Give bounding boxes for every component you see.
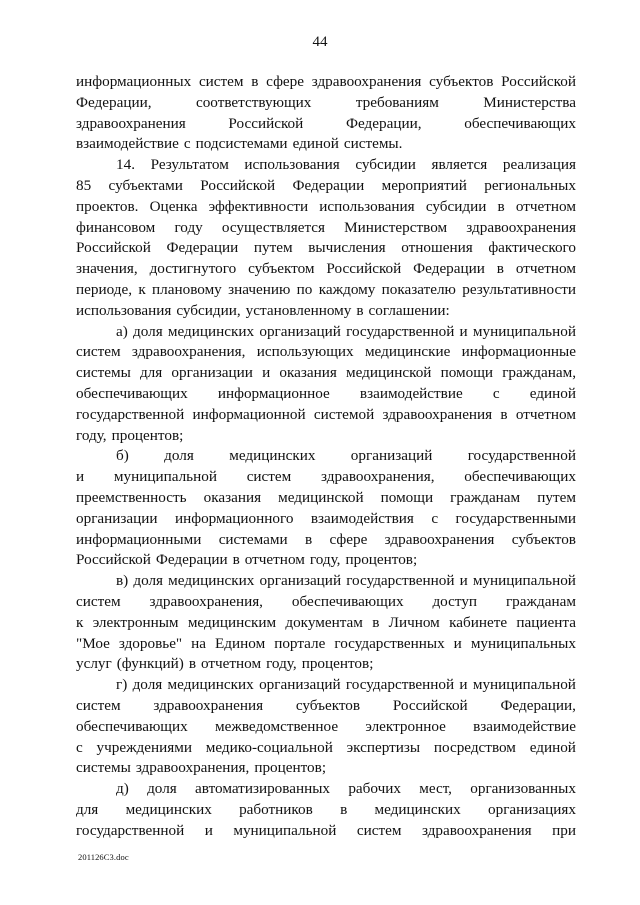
text-line xyxy=(76,634,576,655)
word: государственной xyxy=(76,821,185,839)
word: здравоохранения, xyxy=(135,759,250,777)
word: системами xyxy=(218,530,288,548)
text-line xyxy=(76,342,576,363)
word: гражданам xyxy=(450,488,521,506)
word: с xyxy=(76,738,83,756)
word: отчетном xyxy=(244,551,305,569)
word: здравоохранения, xyxy=(131,343,246,361)
word: достигнутого xyxy=(149,260,237,278)
text-line xyxy=(76,613,576,634)
word: здоровье" xyxy=(118,634,183,652)
word: преемственность xyxy=(76,488,187,506)
text-line xyxy=(76,654,576,675)
word: обеспечивающих xyxy=(464,468,576,486)
word: государственными xyxy=(455,509,576,527)
word: межведомственное xyxy=(214,717,339,735)
text-line xyxy=(76,197,576,218)
word: государственной xyxy=(467,447,576,465)
word: организации xyxy=(171,364,253,382)
word: использования xyxy=(76,301,172,319)
word: услуг xyxy=(76,655,112,673)
word: использующих xyxy=(256,343,354,361)
word: д) xyxy=(116,780,129,798)
word: в xyxy=(251,73,259,90)
text-line xyxy=(76,821,576,842)
text-line xyxy=(76,717,576,738)
word: в xyxy=(497,197,505,215)
word: в xyxy=(305,530,313,548)
word: эффективности xyxy=(208,197,309,215)
word: субъектов xyxy=(429,73,494,90)
text-line xyxy=(76,800,576,821)
word: доля xyxy=(133,322,163,340)
word: соглашении: xyxy=(368,301,450,319)
word: портале xyxy=(274,634,326,652)
word: отчетном xyxy=(515,260,576,278)
word: здравоохранения xyxy=(384,530,495,548)
word: процентов; xyxy=(345,551,418,569)
document-footer: 201126С3.doc xyxy=(78,852,129,862)
word: единой xyxy=(529,384,576,402)
word: региональных xyxy=(484,176,576,194)
word: путем xyxy=(253,239,293,257)
word: работников xyxy=(239,800,313,818)
text-line xyxy=(76,446,576,467)
word: организаций xyxy=(259,676,341,694)
word: организациях xyxy=(488,800,576,818)
word: мероприятий xyxy=(381,176,467,194)
word: обеспечивающих xyxy=(291,592,404,610)
word: и xyxy=(76,468,85,486)
word: государственных xyxy=(334,634,445,652)
text-line xyxy=(76,488,576,509)
word: информационного xyxy=(174,509,294,527)
text-line xyxy=(76,322,576,343)
word: систем xyxy=(76,343,121,361)
word: организаций xyxy=(350,447,433,465)
word: году xyxy=(174,218,203,236)
word: систем xyxy=(246,468,292,486)
word: вычисления xyxy=(308,239,386,257)
word: организации xyxy=(76,509,158,527)
word: муниципальной xyxy=(472,322,576,340)
word: информационными xyxy=(76,530,202,548)
word: медицинские xyxy=(364,343,451,361)
word: б) xyxy=(116,447,129,465)
word: помощи xyxy=(380,488,434,506)
word: медицинских xyxy=(167,322,255,340)
word: результативности xyxy=(462,280,576,298)
word: электронным xyxy=(92,613,179,631)
word: субсидии xyxy=(355,156,416,174)
word: является xyxy=(431,156,488,174)
word: Федерации xyxy=(155,551,228,569)
word: доступ xyxy=(432,592,478,610)
word: учреждениями xyxy=(96,738,193,756)
word: Российской xyxy=(76,239,151,257)
word: здравоохранения, xyxy=(149,592,263,610)
word: здравоохранения xyxy=(466,218,576,236)
word: г) xyxy=(116,676,128,694)
word: оказания xyxy=(279,364,337,382)
word: использования xyxy=(319,197,415,215)
word: помощи xyxy=(440,364,494,382)
word: муниципальной xyxy=(113,468,217,486)
word: и xyxy=(459,676,468,694)
word: установленному xyxy=(245,301,352,319)
word: взаимодействия xyxy=(310,509,414,527)
word: медицинских xyxy=(374,800,461,818)
word: сфере xyxy=(266,73,304,90)
word: государственной xyxy=(346,322,455,340)
word: муниципальной xyxy=(472,572,576,590)
word: в xyxy=(372,613,380,631)
word: Федерации xyxy=(413,260,485,278)
word: в xyxy=(496,260,504,278)
word: а) xyxy=(116,322,128,340)
word: обеспечивающих xyxy=(76,717,188,735)
word: субъектом xyxy=(248,260,315,278)
word: субъектов xyxy=(295,696,361,714)
word: здравоохранения, xyxy=(321,468,435,486)
word: Федерации xyxy=(292,176,365,194)
word: Федерации xyxy=(166,239,239,257)
word: году, xyxy=(76,426,107,444)
word: посредством xyxy=(433,738,516,756)
word: году, xyxy=(309,551,341,569)
word: и xyxy=(262,364,271,382)
word: в xyxy=(232,551,240,569)
word: документам xyxy=(285,613,363,631)
word: Российской xyxy=(76,551,151,569)
word: Едином xyxy=(215,634,266,652)
word: к xyxy=(76,613,84,631)
text-line xyxy=(76,738,576,759)
word: "Мое xyxy=(76,634,110,652)
word: рабочих xyxy=(348,780,401,798)
word: значения, xyxy=(76,260,138,278)
word: единой xyxy=(529,738,576,756)
word: доля xyxy=(133,572,164,590)
word: медицинских xyxy=(125,800,212,818)
word: использования xyxy=(244,156,340,174)
word: медицинским xyxy=(187,613,277,631)
text-line xyxy=(76,592,576,613)
word: к xyxy=(138,280,146,298)
word: информационные xyxy=(461,343,576,361)
word: значению xyxy=(228,280,291,298)
word: медицинской xyxy=(278,488,364,506)
word: показателю xyxy=(381,280,456,298)
text-line xyxy=(76,218,576,239)
word: системы. xyxy=(343,135,403,153)
word: процентов; xyxy=(111,426,184,444)
word: 14. xyxy=(116,156,135,174)
word: медицинских xyxy=(168,572,255,590)
text-line xyxy=(76,426,576,447)
word: автоматизированных xyxy=(195,780,331,798)
word: муниципальной xyxy=(472,676,576,694)
word: организованных xyxy=(470,780,576,798)
word: каждому xyxy=(318,280,376,298)
word: организаций xyxy=(259,322,341,340)
word: по xyxy=(296,280,313,298)
text-line xyxy=(76,155,576,176)
word: обеспечивающих xyxy=(76,384,188,402)
word: процентов; xyxy=(254,759,327,777)
word: в xyxy=(188,655,196,673)
word: системы xyxy=(76,364,131,382)
word: (функций) xyxy=(116,655,184,673)
word: Российской xyxy=(501,73,576,90)
text-line xyxy=(76,509,576,530)
word: взаимодействие xyxy=(473,717,576,735)
text-line xyxy=(76,363,576,384)
word: для xyxy=(76,800,99,818)
word: системой xyxy=(313,405,375,423)
word: 85 xyxy=(76,176,92,194)
word: Российской xyxy=(228,114,304,132)
text-line xyxy=(76,467,576,488)
word: Результатом xyxy=(150,156,229,174)
word: Министерства xyxy=(483,93,576,111)
word: медицинских xyxy=(229,447,316,465)
word: информационной xyxy=(192,405,306,423)
word: гражданам, xyxy=(502,364,576,382)
word: обеспечивающих xyxy=(464,114,576,132)
word: единой xyxy=(292,135,339,153)
word: в xyxy=(340,800,348,818)
word: и xyxy=(459,322,468,340)
word: экспертизы xyxy=(346,738,421,756)
word: путем xyxy=(537,488,576,506)
word: отношения xyxy=(401,239,473,257)
word: Российской xyxy=(392,696,468,714)
word: взаимодействие xyxy=(359,384,463,402)
word: периоде, xyxy=(76,280,133,298)
word: в xyxy=(356,301,364,319)
word: на xyxy=(191,634,207,652)
word: доля xyxy=(132,676,163,694)
word: муниципальных xyxy=(470,634,576,652)
word: Министерством xyxy=(344,218,448,236)
text-line xyxy=(76,779,576,800)
text-line xyxy=(76,259,576,280)
word: оказания xyxy=(203,488,262,506)
word: информационных xyxy=(76,73,192,90)
page-number: 44 xyxy=(312,34,328,50)
text-line xyxy=(76,93,576,114)
word: осуществляется xyxy=(221,218,326,236)
text-line xyxy=(76,675,576,696)
word: здравоохранения xyxy=(311,73,422,90)
text-line xyxy=(76,405,576,426)
word: и xyxy=(459,572,468,590)
text-line xyxy=(76,280,576,301)
word: отчетном xyxy=(515,197,576,215)
word: доля xyxy=(147,780,177,798)
word: медицинской xyxy=(345,364,432,382)
word: систем xyxy=(198,73,244,90)
word: реализация xyxy=(502,156,576,174)
word: с xyxy=(431,509,439,527)
word: субсидии xyxy=(425,197,487,215)
word: Федерации, xyxy=(76,93,152,111)
word: Федерации, xyxy=(500,696,576,714)
word: для xyxy=(139,364,163,382)
word: Российской xyxy=(326,260,402,278)
word: медицинских xyxy=(167,676,254,694)
word: пациента xyxy=(516,613,576,631)
word: системы xyxy=(76,759,131,777)
word: фактического xyxy=(488,239,576,257)
word: и xyxy=(453,634,462,652)
text-line xyxy=(76,176,576,197)
word: с xyxy=(492,384,500,402)
text-line xyxy=(76,134,576,155)
word: при xyxy=(552,821,576,839)
text-line xyxy=(76,550,576,571)
word: Оценка xyxy=(149,197,198,215)
word: отчетном xyxy=(515,405,576,423)
word: финансовом xyxy=(76,218,156,236)
word: электронное xyxy=(365,717,446,735)
text-line xyxy=(76,758,576,779)
word: плановому xyxy=(152,280,222,298)
word: подсистемами xyxy=(195,135,288,153)
word: информационное xyxy=(217,384,330,402)
word: отчетном xyxy=(200,655,262,673)
word: здравоохранения xyxy=(76,114,186,132)
word: с xyxy=(183,135,191,153)
word: и xyxy=(204,821,213,839)
word: требованиям xyxy=(355,93,439,111)
text-line xyxy=(76,530,576,551)
word: здравоохранения xyxy=(153,696,264,714)
text-line xyxy=(76,114,576,135)
word: государственной xyxy=(76,405,185,423)
word: взаимодействие xyxy=(76,135,179,153)
word: здравоохранения xyxy=(421,821,532,839)
word: систем xyxy=(356,821,402,839)
word: систем xyxy=(76,592,121,610)
word: муниципальной xyxy=(233,821,337,839)
word: сфере xyxy=(329,530,368,548)
document-body xyxy=(76,72,576,841)
text-line xyxy=(76,301,576,322)
text-line xyxy=(76,238,576,259)
word: субъектами xyxy=(108,176,183,194)
word: государственной xyxy=(345,676,455,694)
word: медико-социальной xyxy=(205,738,333,756)
word: проектов. xyxy=(76,197,139,215)
word: Федерации, xyxy=(346,114,422,132)
word: Личном xyxy=(388,613,440,631)
word: субсидии, xyxy=(176,301,241,319)
word: организаций xyxy=(259,572,342,590)
word: гражданам xyxy=(505,592,576,610)
word: доля xyxy=(164,447,194,465)
word: процентов; xyxy=(301,655,374,673)
text-line xyxy=(76,571,576,592)
word: в xyxy=(500,405,508,423)
word: субъектов xyxy=(511,530,576,548)
text-line xyxy=(76,72,576,93)
word: государственной xyxy=(346,572,455,590)
word: году, xyxy=(266,655,297,673)
word: соответствующих xyxy=(195,93,312,111)
text-line xyxy=(76,696,576,717)
word: кабинете xyxy=(449,613,508,631)
word: в) xyxy=(116,572,129,590)
word: мест, xyxy=(419,780,452,798)
text-line xyxy=(76,384,576,405)
word: Российской xyxy=(200,176,276,194)
word: систем xyxy=(76,696,121,714)
word: здравоохранения xyxy=(382,405,493,423)
